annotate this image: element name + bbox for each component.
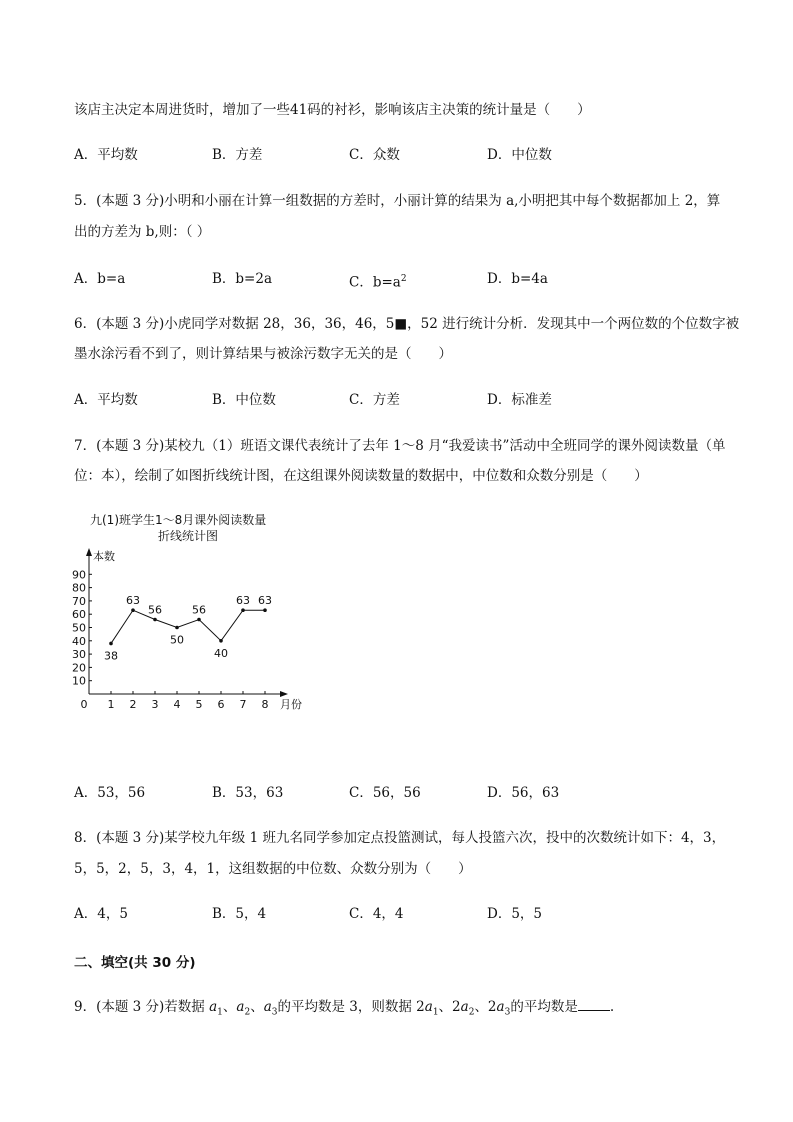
- data-point: [263, 608, 267, 612]
- q9-sub3: 3: [271, 1007, 278, 1018]
- q4-option-b[interactable]: B．方差: [212, 147, 263, 163]
- q9-sub1: 1: [217, 1007, 223, 1018]
- q9-sep4: 、2: [474, 999, 497, 1015]
- q8-option-a[interactable]: A．4，5: [74, 906, 128, 922]
- y-tick-label: 90: [72, 568, 86, 582]
- q9-var-a1: a: [209, 999, 218, 1015]
- q8-option-d[interactable]: D．5，5: [487, 906, 543, 922]
- y-tick-label: 30: [72, 648, 86, 662]
- q9-answer-blank[interactable]: [578, 998, 610, 1011]
- x-axis-arrow: [280, 691, 288, 697]
- q6-stem-line2: 墨水涂污看不到了，则计算结果与被涂污数字无关的是（ ）: [74, 346, 452, 362]
- q9-stem: [74, 998, 614, 1022]
- data-point: [175, 626, 179, 630]
- x-axis-label: 月份: [280, 698, 302, 711]
- data-label: 40: [214, 646, 228, 660]
- y-tick-label: 80: [72, 581, 86, 595]
- data-point: [131, 608, 135, 612]
- y-tick-label: 60: [72, 608, 86, 622]
- y-axis-label: 本数: [93, 550, 115, 563]
- y-tick-label: 20: [72, 661, 86, 675]
- origin-label: 0: [80, 698, 88, 711]
- y-tick-label: 70: [72, 594, 86, 608]
- q4-option-d[interactable]: D．中位数: [487, 147, 552, 163]
- q9-var-a2: a: [236, 999, 245, 1015]
- data-point: [109, 642, 113, 646]
- q4-option-c[interactable]: C．众数: [349, 147, 400, 163]
- series-line: [111, 610, 265, 643]
- y-axis-arrow: [86, 548, 92, 556]
- q4-stem: 该店主决定本周进货时，增加了一些41码的衬衫，影响该店主决策的统计量是（ ）: [74, 102, 591, 118]
- q6-option-a[interactable]: A．平均数: [74, 392, 138, 408]
- q9-sub4: 1: [432, 1007, 439, 1018]
- x-tick-label: 1: [107, 698, 115, 711]
- q5-option-c-text: C．b=a: [349, 274, 401, 291]
- q9-sub5: 2: [468, 1007, 475, 1018]
- reading-line-chart: [60, 508, 330, 723]
- q9-sub6: 3: [504, 1007, 511, 1018]
- q8-option-c[interactable]: C．4，4: [349, 906, 404, 922]
- q9-sep2: 、: [250, 999, 264, 1015]
- q9-part1: 9．(本题 3 分)若数据: [74, 999, 210, 1015]
- q8-stem-line2: 5，5，2，5，3，4，1，这组数据的中位数、众数分别为（ ）: [74, 861, 472, 877]
- q9-var-a3: a: [263, 999, 272, 1015]
- q4-option-a[interactable]: A．平均数: [74, 147, 138, 163]
- q9-sep3: 、2: [438, 999, 461, 1015]
- data-label: 56: [148, 603, 162, 617]
- q7-option-a[interactable]: A．53，56: [74, 785, 146, 801]
- chart-subtitle: 折线统计图: [158, 529, 219, 543]
- data-points: [104, 594, 272, 662]
- q5-stem-line1: 5．(本题 3 分)小明和小丽在计算一组数据的方差时，小丽计算的结果为 a,小明把其中每个数据都加上 2，算: [74, 193, 721, 209]
- q9-var-2a1: a: [424, 999, 433, 1015]
- q5-option-c-sup: 2: [400, 274, 407, 284]
- q5-option-b[interactable]: B．b=2a: [212, 271, 273, 287]
- section-heading-fill-blank: 二、填空(共 30 分): [74, 955, 196, 971]
- q6-option-d[interactable]: D．标准差: [487, 392, 552, 408]
- q7-stem-line2: 位：本），绘制了如图折线统计图，在这组课外阅读数量的数据中，中位数和众数分别是（ ）: [74, 468, 648, 484]
- q8-option-b[interactable]: B．5，4: [212, 906, 267, 922]
- q9-part3: 的平均数是: [510, 999, 578, 1015]
- q7-option-d[interactable]: D．56，63: [487, 785, 560, 801]
- data-point: [197, 618, 201, 622]
- x-tick-label: 2: [129, 698, 137, 711]
- data-label: 63: [236, 594, 250, 608]
- q7-option-c[interactable]: C．56，56: [349, 785, 421, 801]
- x-tick-label: 5: [195, 698, 203, 711]
- q5-option-a[interactable]: A．b=a: [74, 271, 126, 287]
- q9-end: .: [609, 999, 615, 1015]
- q7-stem-line1: 7．(本题 3 分)某校九（1）班语文课代表统计了去年 1～8 月“我爱读书”活动中全班同学的课外阅读数量（单: [74, 438, 726, 454]
- x-tick-label: 8: [261, 698, 269, 711]
- q9-var-2a2: a: [460, 999, 469, 1015]
- q6-option-c[interactable]: C．方差: [349, 392, 400, 408]
- q6-option-b[interactable]: B．中位数: [212, 392, 276, 408]
- y-tick-label: 10: [72, 674, 86, 688]
- data-label: 56: [192, 603, 206, 617]
- q5-option-c[interactable]: [349, 270, 407, 292]
- data-label: 63: [258, 594, 272, 608]
- data-point: [153, 618, 157, 622]
- q9-part2: 的平均数是 3，则数据 2: [277, 999, 425, 1015]
- q6-stem-line1: 6．(本题 3 分)小虎同学对数据 28，36，36，46，5■，52 进行统计分析．发现其中一个两位数的个位数字被: [74, 316, 740, 332]
- data-label: 50: [170, 633, 184, 647]
- data-point: [219, 639, 223, 643]
- q5-option-d[interactable]: D．b=4a: [487, 271, 548, 287]
- q8-stem-line1: 8．(本题 3 分)某学校九年级 1 班九名同学参加定点投篮测试，每人投篮六次，投中的次数统计如下：4，3，: [74, 830, 726, 846]
- data-label: 38: [104, 649, 118, 663]
- x-tick-label: 6: [217, 698, 225, 711]
- q9-sub2: 2: [244, 1007, 251, 1018]
- q7-option-b[interactable]: B．53，63: [212, 785, 284, 801]
- y-tick-label: 40: [72, 634, 86, 648]
- q5-stem-line2: 出的方差为 b,则：（ ）: [74, 224, 211, 240]
- x-tick-label: 3: [151, 698, 159, 711]
- x-tick-label: 4: [173, 698, 181, 711]
- data-point: [241, 608, 245, 612]
- q9-sep1: 、: [222, 999, 237, 1015]
- y-tick-label: 50: [72, 621, 86, 635]
- data-label: 63: [126, 594, 140, 608]
- chart-title: 九(1)班学生1～8月课外阅读数量: [90, 513, 267, 527]
- q9-var-2a3: a: [496, 999, 505, 1015]
- x-tick-label: 7: [239, 698, 247, 711]
